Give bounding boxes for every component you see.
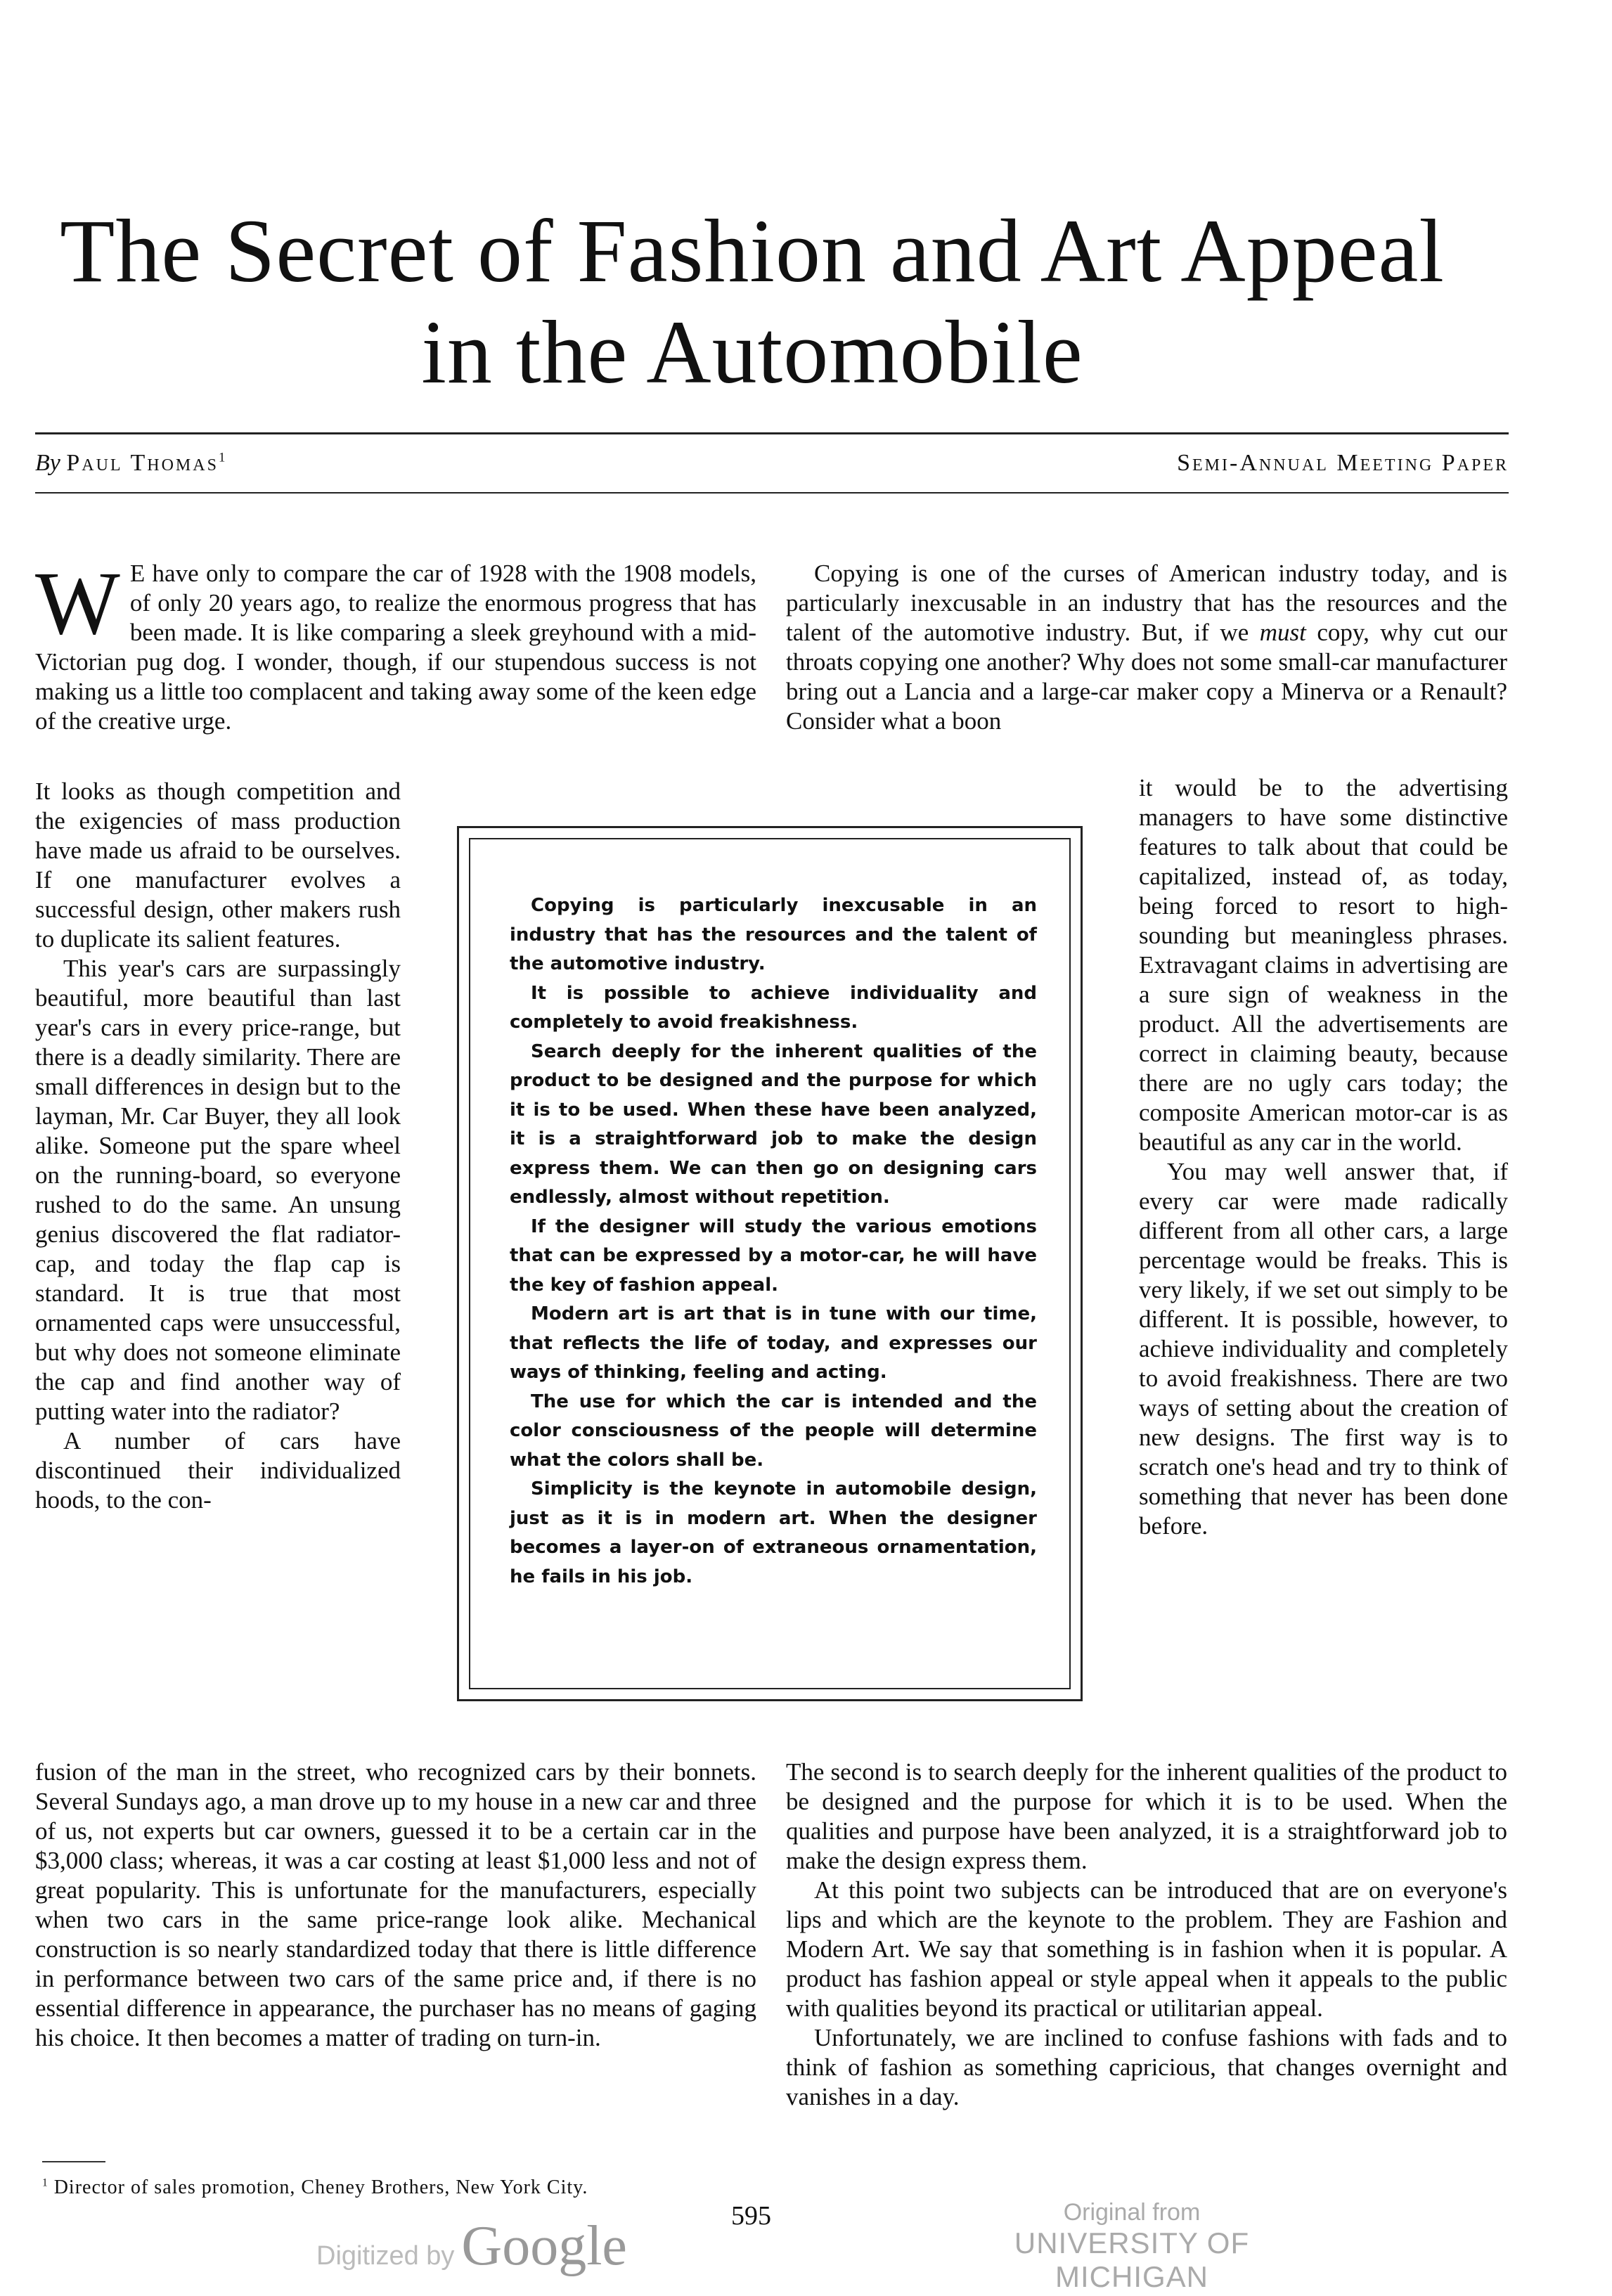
summary-box-text xyxy=(510,891,1037,1592)
summary-point: If the designer will study the various emotions that can be expressed by a motor-car, he will have the key of fashion appeal. xyxy=(510,1215,1037,1296)
footnote-mark: 1 xyxy=(42,2176,49,2189)
paragraph-text: Copying is one of the curses of American industry today, and is particularly inexcusable in an industry that has the resources and the talent of the automotive industry. But, if we xyxy=(786,560,1507,646)
summary-point: Search deeply for the inherent qualities of the product to be designed and the purpose for which it is to be used. When these have been analyzed, it is a straightforward job to make the design express them. We can then go on designing cars endlessly, almost without repetition. xyxy=(510,1040,1037,1208)
bottom-rule xyxy=(35,492,1509,494)
digitized-by-label: Digitized by xyxy=(316,2241,455,2271)
paragraph: A number of cars have discontinued their individualized hoods, to the con- xyxy=(35,1427,401,1514)
page-number: 595 xyxy=(731,2201,771,2231)
right-column-top xyxy=(786,559,1507,736)
byline xyxy=(35,450,1509,477)
left-column-narrow xyxy=(35,777,401,1515)
paper-type: Semi-Annual Meeting Paper xyxy=(1177,450,1509,476)
author-line xyxy=(35,450,225,477)
paragraph: Unfortunately, we are inclined to confuse fashions with fads and to think of fashion as something capricious, that changes overnight and vanishes in a day. xyxy=(786,2024,1507,2110)
title-line-1: The Secret of Fashion and Art Appeal xyxy=(60,201,1445,301)
by-label: By xyxy=(35,450,60,476)
institution-name: UNIVERSITY OF MICHIGAN xyxy=(1014,2226,1250,2293)
summary-point: The use for which the car is intended and the color consciousness of the people will determine what the colors shall be. xyxy=(510,1391,1037,1471)
title-line-2: in the Automobile xyxy=(421,302,1083,402)
right-column-bottom xyxy=(786,1758,1507,2112)
author-name: Paul Thomas xyxy=(66,450,219,476)
left-column-intro xyxy=(35,553,756,736)
digitized-watermark xyxy=(316,2214,627,2278)
footnote-text: Director of sales promotion, Cheney Brothers, New York City. xyxy=(53,2176,588,2198)
summary-box xyxy=(457,826,1083,1701)
paragraph: The second is to search deeply for the inherent qualities of the product to be designed and the purpose for which it is to be used. When the qualities and purpose have been analyzed, it is a straightforward job to make the design express them. xyxy=(786,1758,1507,1874)
summary-point: Copying is particularly inexcusable in an industry that has the resources and the talent of the automotive industry. xyxy=(510,895,1037,974)
intro-paragraph: E have only to compare the car of 1928 with the 1908 models, of only 20 years ago, to realize the enormous progress that has been made. It is like comparing a sleek greyhound with a mid-Victorian pug dog. I wonder, though, if our stupendous success is not making us a little too complacent and taking away some of the keen edge of the creative urge. xyxy=(35,560,756,735)
paragraph: fusion of the man in the street, who recognized cars by their bonnets. Several Sundays ago, a man drove up to my house in a new car and three of us, not experts but car owners, guessed it to be a certain car in the $3,000 class; whereas, it was a car costing at least $1,000 less and not of great popularity. This is unfortunate for the manufacturers, especially when two cars in the same price-range look alike. Mechanical construction is so nearly standardized today that there is little difference in performance between two cars of the same price and, if there is no essential difference in appearance, the purchaser has no means of gaging his choice. It then becomes a matter of trading on turn-in. xyxy=(35,1758,756,2051)
article-title xyxy=(28,200,1476,403)
paragraph-text: copy, why cut our throats copying one another? Why does not some small-car manufacturer bring out a Lancia and a large-car maker copy a Minerva or a Renault? Consider what a boon xyxy=(786,619,1507,735)
paragraph: You may well answer that, if every car were made radically different from all other cars, a large percentage would be freaks. This is very likely, if we set out simply to be different. It is possible, however, to achieve individuality and completely to avoid freakishness. There are two ways of setting about the creation of new designs. The first way is to scratch one's head and try to think of something that never has been done before. xyxy=(1139,1158,1508,1540)
paragraph: At this point two subjects can be introduced that are on everyone's lips and which are the keynote to the problem. They are Fashion and Modern Art. We say that something is in fashion when it is popular. A product has fashion appeal or style appeal when it appeals to the public with qualities beyond its practical or utilitarian appeal. xyxy=(786,1876,1507,2022)
paragraph: This year's cars are surpassingly beautiful, more beautiful than last year's cars in every price-range, but there is a deadly similarity. There are small differences in design but to the layman, Mr. Car Buyer, they all look alike. Someone put the spare wheel on the running-board, so everyone rushed to do the same. An unsung genius discovered the flat radiator-cap, and today the flap cap is standard. It is true that most ornamented caps were unsuccessful, but why does not someone eliminate the cap and find another way of putting water into the radiator? xyxy=(35,955,401,1425)
google-logo: Google xyxy=(461,2215,627,2277)
paragraph: It looks as though competition and the exigencies of mass production have made us afraid to be ourselves. If one manufacturer evolves a successful design, other makers rush to duplicate its salient features. xyxy=(35,778,401,953)
original-from-watermark xyxy=(956,2199,1308,2294)
drop-cap: W xyxy=(35,553,120,653)
summary-point: Modern art is art that is in tune with our time, that reflects the life of today, and expresses our ways of thinking, feeling and acting. xyxy=(510,1303,1037,1383)
footnote-rule xyxy=(42,2161,105,2162)
left-column-bottom xyxy=(35,1758,756,2053)
right-column-narrow xyxy=(1139,773,1508,1541)
footnote xyxy=(42,2176,759,2199)
top-rule xyxy=(35,432,1509,434)
summary-point: It is possible to achieve individuality and completely to avoid freakishness. xyxy=(510,982,1037,1033)
emphasis: must xyxy=(1259,619,1306,646)
paragraph: it would be to the advertising managers to have some distinctive features to talk about that could be capitalized, instead of, as today, being forced to resort to high-sounding but meaningless phrases. Extravagant claims in advertising are a sure sign of weakness in the product. All the advertisements are correct in claiming beauty, because there are no ugly cars today; the composite American motor-car is as beautiful as any car in the world. xyxy=(1139,774,1508,1156)
author-footnote-mark: 1 xyxy=(218,450,226,465)
original-from-label: Original from xyxy=(1063,2199,1201,2226)
paragraph xyxy=(786,559,1507,736)
summary-point: Simplicity is the keynote in automobile design, just as it is in modern art. When the designer becomes a layer-on of extraneous ornamentation, he fails in his job. xyxy=(510,1478,1037,1587)
